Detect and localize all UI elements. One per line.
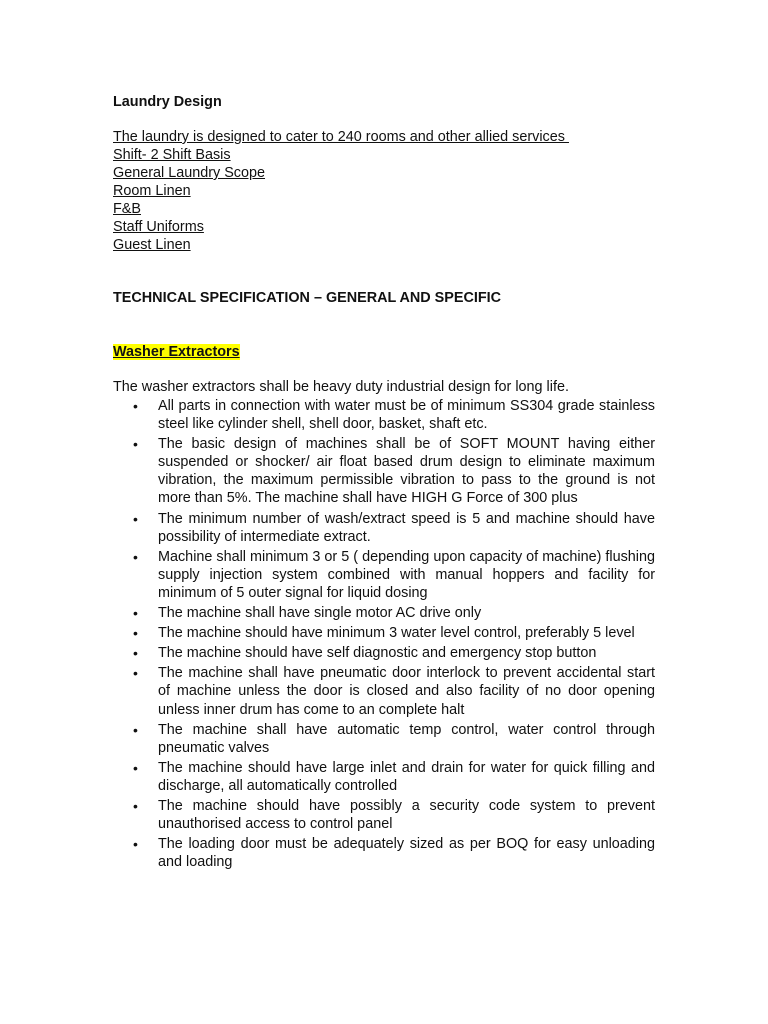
spec-item [113,548,655,602]
spec-item [113,604,655,622]
spec-item [113,624,655,642]
spec-text: The machine should have possibly a security code system to prevent unauthorised access to control panel [158,797,655,833]
document-title: Laundry Design [113,94,222,110]
spec-item [113,721,655,757]
section-heading-washer-extractors [113,343,240,361]
bullet-icon: • [133,625,138,642]
spec-item [113,435,655,507]
spec-text: The machine should have large inlet and drain for water for quick filling and discharge, all automatically controlled [158,759,655,794]
technical-specification-heading: TECHNICAL SPECIFICATION – GENERAL AND SPECIFIC [113,290,502,306]
scope-item: The laundry is designed to cater to 240 rooms and other allied services [113,129,569,145]
bullet-icon: • [133,797,138,814]
spec-item [113,664,655,718]
bullet-icon: • [133,759,138,776]
spec-item [113,397,655,433]
scope-list [113,128,569,254]
bullet-icon: • [133,721,138,738]
intro-paragraph: The washer extractors shall be heavy duty industrial design for long life. [113,379,569,395]
spec-item [113,835,655,871]
spec-item [113,510,655,546]
spec-text: The machine shall have pneumatic door interlock to prevent accidental start of machine unless the door is closed and also facility of no door opening unless inner drum has come to an complete halt [158,665,655,718]
scope-item: Staff Uniforms [113,219,204,235]
scope-item: General Laundry Scope [113,165,266,181]
spec-item [113,759,655,795]
bullet-icon: • [133,605,138,622]
spec-text: The machine shall have automatic temp control, water control through pneumatic valves [158,721,655,756]
spec-text: The machine should have minimum 3 water level control, preferably 5 level [158,625,635,642]
bullet-icon: • [133,548,138,565]
spec-text: Machine shall minimum 3 or 5 ( depending upon capacity of machine) flushing supply injection system combined with manual hoppers and facility for minimum of 5 outer signal for liquid dosing [158,548,655,601]
spec-text: The machine should have self diagnostic and emergency stop button [158,645,597,662]
scope-item: F&B [113,201,141,217]
scope-item: Guest Linen [113,237,191,253]
bullet-icon: • [133,510,138,527]
spec-text: The basic design of machines shall be of SOFT MOUNT having either suspended or shocker/ air float based drum design to eliminate maximum vibration, the maximum permissible vibration to pass to the ground is not more than 5%. The machine shall have HIGH G Force of 300 plus [158,436,655,507]
scope-item: Shift- 2 Shift Basis [113,147,231,163]
highlighted-heading-text: Washer Extractors [113,344,240,360]
spec-text: The loading door must be adequately sized as per BOQ for easy unloading and loading [158,836,655,871]
scope-item: Room Linen [113,183,191,199]
bullet-icon: • [133,645,138,662]
bullet-icon: • [133,398,138,414]
bullet-icon: • [133,836,138,853]
spec-text: All parts in connection with water must be of minimum SS304 grade stainless steel like cylinder shell, shell door, basket, shaft etc. [158,398,655,433]
bullet-icon: • [133,436,138,453]
spec-item [113,797,655,833]
spec-item [113,644,655,662]
bullet-icon: • [133,665,138,682]
spec-text: The machine shall have single motor AC drive only [158,605,482,622]
spec-text: The minimum number of wash/extract speed is 5 and machine should have possibility of intermediate extract. [158,510,655,545]
specification-list [113,397,655,873]
